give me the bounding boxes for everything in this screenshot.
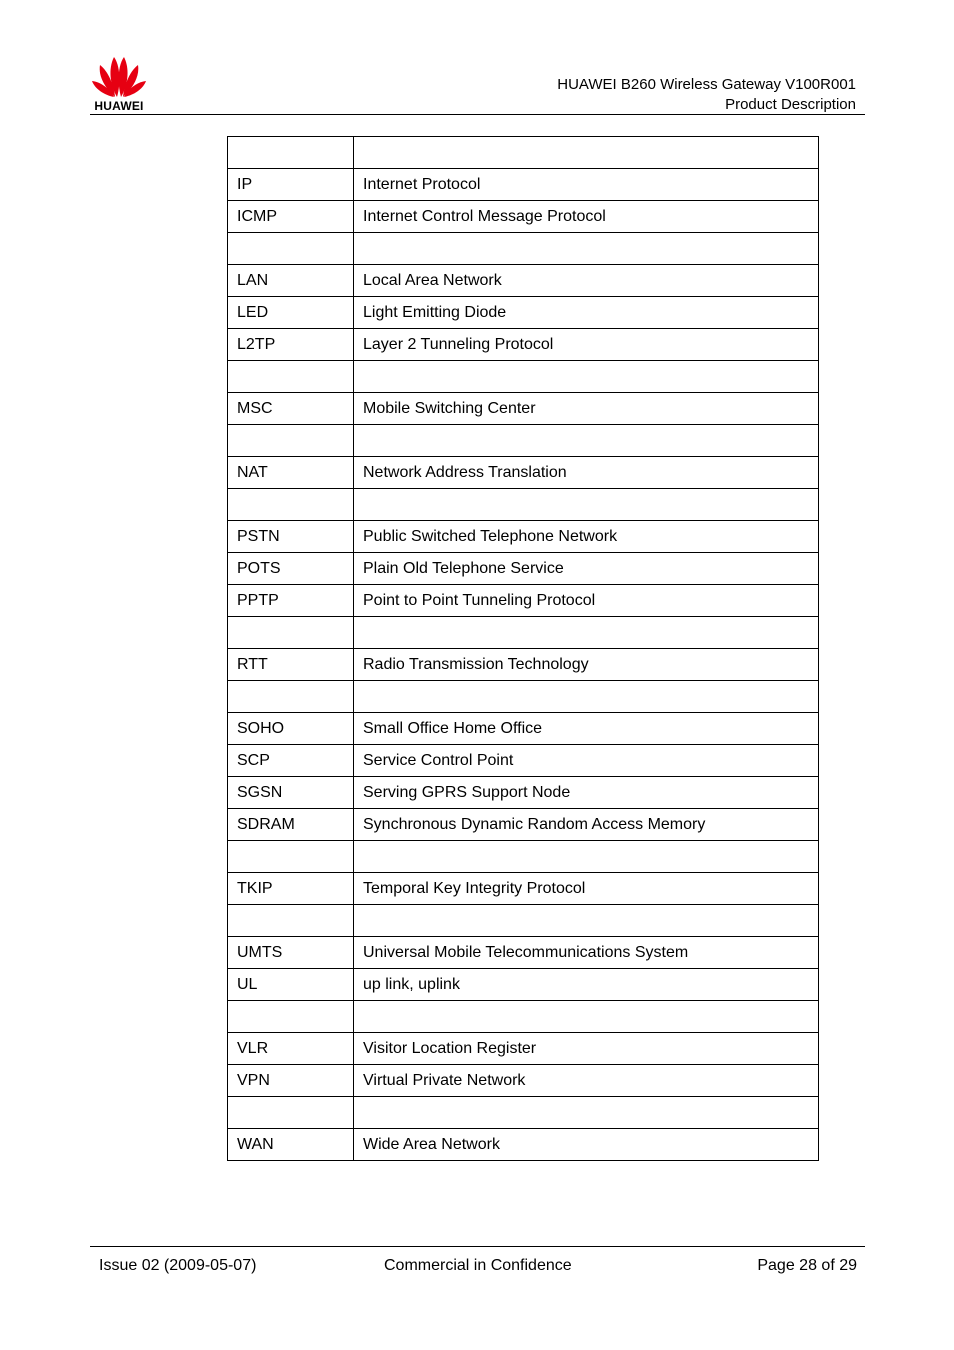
table-row bbox=[228, 169, 819, 201]
acronym-cell: LED bbox=[228, 297, 354, 329]
acronym-cell bbox=[228, 905, 354, 937]
definition-cell: Mobile Switching Center bbox=[354, 393, 819, 425]
section-spacer-row bbox=[228, 1097, 819, 1129]
section-spacer-row bbox=[228, 1001, 819, 1033]
definition-cell bbox=[354, 137, 819, 169]
definition-cell: Network Address Translation bbox=[354, 457, 819, 489]
acronym-cell: WAN bbox=[228, 1129, 354, 1161]
table-row bbox=[228, 777, 819, 809]
acronym-cell bbox=[228, 1001, 354, 1033]
definition-cell: Radio Transmission Technology bbox=[354, 649, 819, 681]
table-row bbox=[228, 713, 819, 745]
table-row bbox=[228, 873, 819, 905]
acronym-cell: MSC bbox=[228, 393, 354, 425]
logo-wordmark: HUAWEI bbox=[94, 99, 144, 113]
acronym-cell: PPTP bbox=[228, 585, 354, 617]
definition-cell: Local Area Network bbox=[354, 265, 819, 297]
acronym-cell bbox=[228, 681, 354, 713]
acronym-cell: L2TP bbox=[228, 329, 354, 361]
huawei-flower-icon bbox=[90, 55, 148, 99]
section-spacer-row bbox=[228, 681, 819, 713]
definition-cell: Small Office Home Office bbox=[354, 713, 819, 745]
acronym-cell: VLR bbox=[228, 1033, 354, 1065]
document-header bbox=[557, 75, 856, 115]
definition-cell: Synchronous Dynamic Random Access Memory bbox=[354, 809, 819, 841]
acronym-cell: UL bbox=[228, 969, 354, 1001]
definition-cell: Internet Control Message Protocol bbox=[354, 201, 819, 233]
definition-cell: up link, uplink bbox=[354, 969, 819, 1001]
acronym-cell: SCP bbox=[228, 745, 354, 777]
table-row bbox=[228, 393, 819, 425]
acronym-cell bbox=[228, 137, 354, 169]
section-spacer-row bbox=[228, 137, 819, 169]
definition-cell bbox=[354, 425, 819, 457]
acronym-cell: NAT bbox=[228, 457, 354, 489]
definition-cell: Public Switched Telephone Network bbox=[354, 521, 819, 553]
acronym-table bbox=[227, 136, 819, 1161]
section-spacer-row bbox=[228, 489, 819, 521]
header-divider bbox=[90, 114, 865, 115]
section-spacer-row bbox=[228, 233, 819, 265]
table-row bbox=[228, 1129, 819, 1161]
definition-cell: Plain Old Telephone Service bbox=[354, 553, 819, 585]
section-spacer-row bbox=[228, 841, 819, 873]
acronym-cell bbox=[228, 489, 354, 521]
definition-cell: Service Control Point bbox=[354, 745, 819, 777]
footer-divider bbox=[90, 1246, 865, 1247]
definition-cell bbox=[354, 1097, 819, 1129]
definition-cell bbox=[354, 489, 819, 521]
acronym-cell: PSTN bbox=[228, 521, 354, 553]
definition-cell: Point to Point Tunneling Protocol bbox=[354, 585, 819, 617]
footer-page-number: Page 28 of 29 bbox=[757, 1257, 857, 1274]
acronym-cell bbox=[228, 1097, 354, 1129]
table-row bbox=[228, 553, 819, 585]
section-spacer-row bbox=[228, 617, 819, 649]
acronym-cell: SDRAM bbox=[228, 809, 354, 841]
table-row bbox=[228, 521, 819, 553]
table-row bbox=[228, 297, 819, 329]
acronym-cell: SOHO bbox=[228, 713, 354, 745]
table-row bbox=[228, 649, 819, 681]
table-row bbox=[228, 1033, 819, 1065]
table-row bbox=[228, 1065, 819, 1097]
table-row bbox=[228, 329, 819, 361]
acronym-cell bbox=[228, 361, 354, 393]
acronym-cell bbox=[228, 617, 354, 649]
acronym-cell: TKIP bbox=[228, 873, 354, 905]
acronym-cell bbox=[228, 425, 354, 457]
acronym-cell: RTT bbox=[228, 649, 354, 681]
table-row bbox=[228, 745, 819, 777]
table-row bbox=[228, 265, 819, 297]
acronym-cell: ICMP bbox=[228, 201, 354, 233]
acronym-cell: UMTS bbox=[228, 937, 354, 969]
document-title: HUAWEI B260 Wireless Gateway V100R001 bbox=[557, 76, 856, 93]
document-subtitle: Product Description bbox=[725, 96, 856, 113]
definition-cell bbox=[354, 681, 819, 713]
acronym-cell: SGSN bbox=[228, 777, 354, 809]
acronym-cell bbox=[228, 233, 354, 265]
acronym-cell: IP bbox=[228, 169, 354, 201]
table-row bbox=[228, 937, 819, 969]
acronym-cell: LAN bbox=[228, 265, 354, 297]
table-row bbox=[228, 809, 819, 841]
acronym-cell: POTS bbox=[228, 553, 354, 585]
section-spacer-row bbox=[228, 905, 819, 937]
definition-cell: Temporal Key Integrity Protocol bbox=[354, 873, 819, 905]
section-spacer-row bbox=[228, 361, 819, 393]
definition-cell: Visitor Location Register bbox=[354, 1033, 819, 1065]
definition-cell: Virtual Private Network bbox=[354, 1065, 819, 1097]
definition-cell: Universal Mobile Telecommunications System bbox=[354, 937, 819, 969]
definition-cell bbox=[354, 233, 819, 265]
footer-confidentiality: Commercial in Confidence bbox=[384, 1257, 572, 1274]
footer-issue: Issue 02 (2009-05-07) bbox=[99, 1257, 257, 1274]
acronym-cell bbox=[228, 841, 354, 873]
section-spacer-row bbox=[228, 425, 819, 457]
acronym-cell: VPN bbox=[228, 1065, 354, 1097]
huawei-logo bbox=[88, 55, 150, 115]
table-row bbox=[228, 201, 819, 233]
definition-cell bbox=[354, 905, 819, 937]
definition-cell bbox=[354, 617, 819, 649]
table-row bbox=[228, 969, 819, 1001]
definition-cell: Internet Protocol bbox=[354, 169, 819, 201]
definition-cell bbox=[354, 1001, 819, 1033]
definition-cell bbox=[354, 361, 819, 393]
table-row bbox=[228, 457, 819, 489]
acronym-table-body bbox=[228, 137, 819, 1161]
definition-cell: Layer 2 Tunneling Protocol bbox=[354, 329, 819, 361]
definition-cell: Light Emitting Diode bbox=[354, 297, 819, 329]
definition-cell: Wide Area Network bbox=[354, 1129, 819, 1161]
table-row bbox=[228, 585, 819, 617]
definition-cell bbox=[354, 841, 819, 873]
definition-cell: Serving GPRS Support Node bbox=[354, 777, 819, 809]
